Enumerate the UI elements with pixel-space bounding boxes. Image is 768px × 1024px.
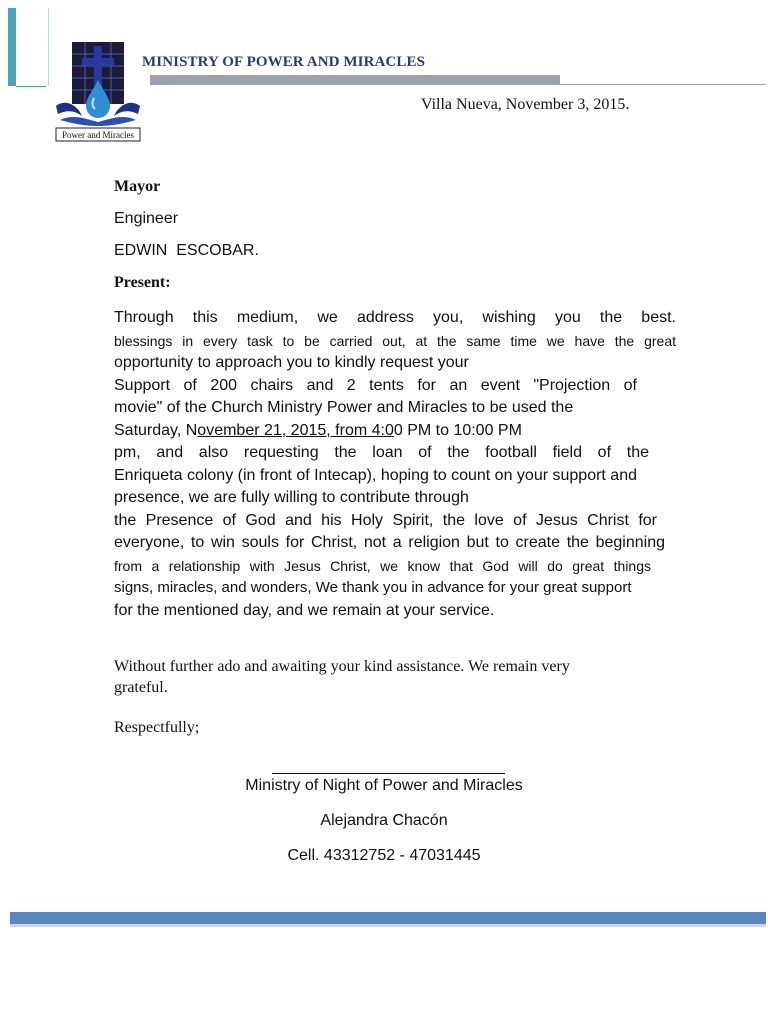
recipient-profession: Engineer: [114, 210, 179, 227]
logo-caption: Power and Miracles: [62, 130, 134, 140]
closing-paragraph: Without further ado and awaiting your kind assistance. We remain very grateful.: [114, 658, 570, 696]
header-divider: [48, 8, 49, 86]
body-line: from a relationship with Jesus Christ, we know that God will do great things: [114, 557, 651, 574]
signature-name: Alejandra Chacón: [320, 812, 448, 829]
sign-off: Respectfully;: [114, 719, 200, 736]
body-line: presence, we are fully willing to contribute through: [114, 489, 469, 506]
body-line: everyone, to win souls for Christ, not a religion but to create the beginning: [114, 534, 665, 551]
body-line: for the mentioned day, and we remain at your service.: [114, 601, 495, 619]
body-line: Enriqueta colony (in front of Intecap), hoping to count on your support and: [114, 466, 637, 484]
header-rule: [150, 75, 560, 85]
body-line: blessings in every task to be carried out, at the same time we have the great: [114, 332, 676, 349]
signature-line: [272, 773, 505, 774]
signature-organization: Ministry of Night of Power and Miracles: [245, 777, 523, 794]
signature-phone: Cell. 43312752 - 47031445: [287, 847, 481, 864]
recipient-title: Mayor: [114, 178, 161, 195]
body-line: Through this medium, we address you, wishing you the best.: [114, 309, 676, 326]
body-line: Support of 200 chairs and 2 tents for an event "Projection of: [114, 376, 637, 394]
letter-date: Villa Nueva, November 3, 2015.: [421, 96, 630, 113]
body-line: signs, miracles, and wonders, We thank you in advance for your great support: [114, 579, 632, 596]
body-line-date-end: 0 PM to 10:00 PM: [393, 421, 522, 439]
body-line: movie" of the Church Ministry Power and Miracles to be used the: [114, 399, 574, 416]
letter-body: [114, 307, 676, 622]
body-line-date-start: Saturday, N: [114, 421, 198, 439]
footer-bar: [10, 912, 766, 924]
header-thin-rule: [560, 84, 766, 85]
body-line-date: [114, 420, 676, 443]
header-accent-line: [16, 86, 46, 87]
recipient-name: EDWIN ESCOBAR.: [114, 242, 259, 259]
event-date-underlined: ovember 21, 2015, from 4:0: [197, 421, 394, 439]
header-accent-bar: [8, 8, 16, 86]
body-line: pm, and also requesting the loan of the football field of the: [114, 444, 649, 461]
footer-shadow: [10, 924, 766, 927]
body-line: opportunity to approach you to kindly request your: [114, 354, 469, 371]
organization-title: MINISTRY OF POWER AND MIRACLES: [142, 54, 426, 70]
present-label: Present:: [114, 274, 171, 291]
body-line: the Presence of God and his Holy Spirit, the love of Jesus Christ for: [114, 511, 657, 529]
ministry-logo: [52, 40, 144, 144]
